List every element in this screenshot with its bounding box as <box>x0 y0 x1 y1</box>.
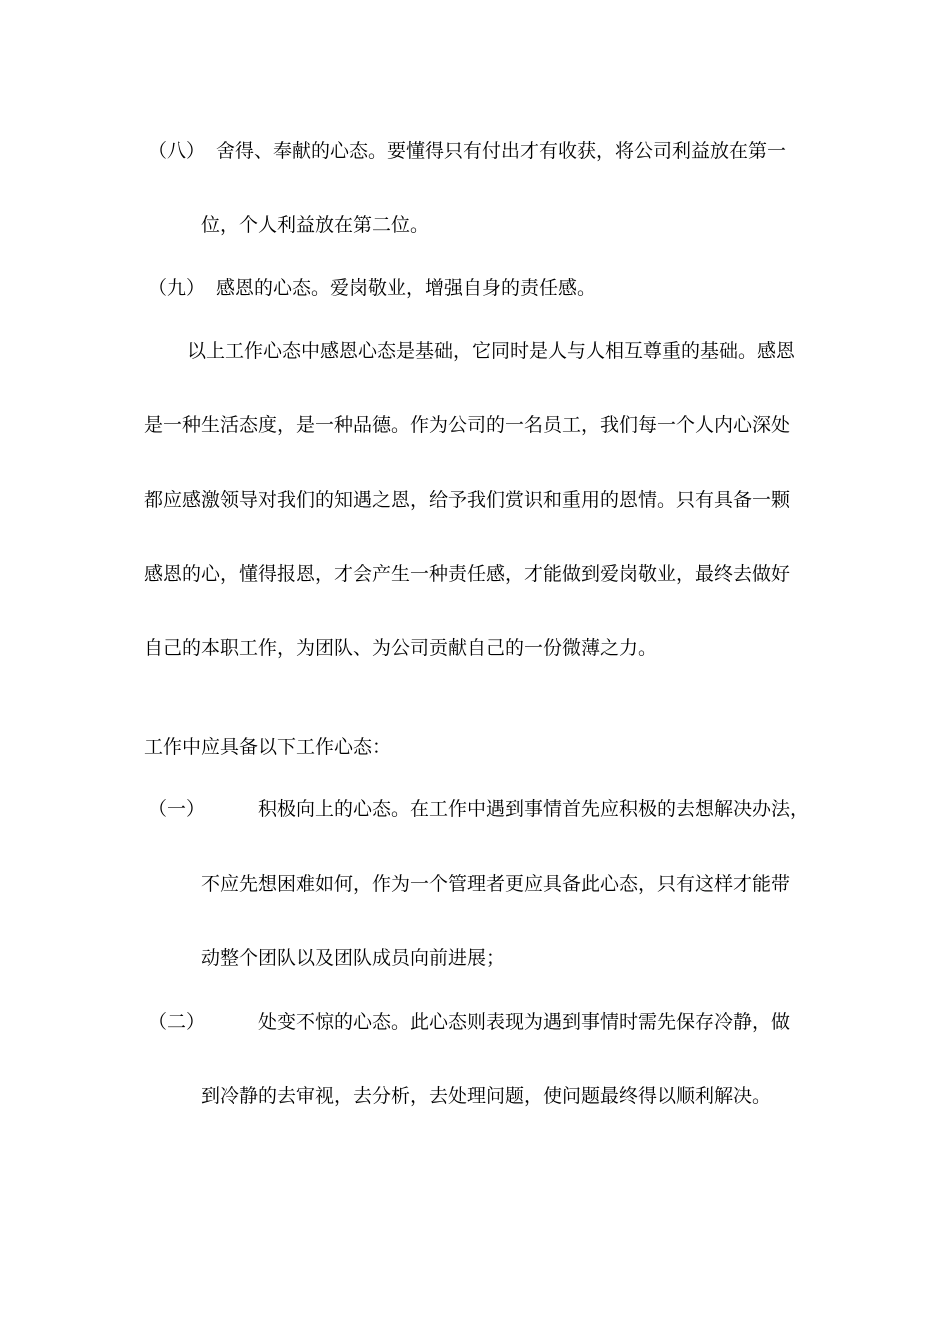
list-item-text-continued: 动整个团队以及团队成员向前进展； <box>201 947 506 969</box>
list-marker: （八） <box>148 140 206 162</box>
list-marker: （二） <box>148 1011 206 1033</box>
list-item-text: 处变不惊的心态。此心态则表现为遇到事情时需先保存冷静，做 <box>258 1011 791 1033</box>
list-marker: （九） <box>148 277 206 299</box>
list-item-text: 舍得、奉献的心态。要懂得只有付出才有收获，将公司利益放在第一 <box>216 140 787 162</box>
paragraph-line: 是一种生活态度，是一种品德。作为公司的一名员工，我们每一个人内心深处 <box>144 414 791 436</box>
list-item-text-continued: 不应先想困难如何，作为一个管理者更应具备此心态，只有这样才能带 <box>201 873 791 895</box>
list-item-text-continued: 位，个人利益放在第二位。 <box>201 214 430 236</box>
list-item-text: 积极向上的心态。在工作中遇到事情首先应积极的去想解决办法， <box>258 798 810 820</box>
paragraph-line: 感恩的心，懂得报恩，才会产生一种责任感，才能做到爱岗敬业，最终去做好 <box>144 563 791 585</box>
list-item-text: 感恩的心态。爱岗敬业，增强自身的责任感。 <box>216 277 597 299</box>
section-heading: 工作中应具备以下工作心态： <box>144 736 392 758</box>
paragraph-line: 自己的本职工作，为团队、为公司贡献自己的一份微薄之力。 <box>144 637 658 659</box>
paragraph-line: 都应感激领导对我们的知遇之恩，给予我们赏识和重用的恩情。只有具备一颗 <box>144 489 791 511</box>
list-item-text-continued: 到冷静的去审视，去分析，去处理问题，使问题最终得以顺利解决。 <box>201 1085 772 1107</box>
paragraph-line: 以上工作心态中感恩心态是基础，它同时是人与人相互尊重的基础。感恩 <box>187 340 796 362</box>
list-marker: （一） <box>148 798 206 820</box>
